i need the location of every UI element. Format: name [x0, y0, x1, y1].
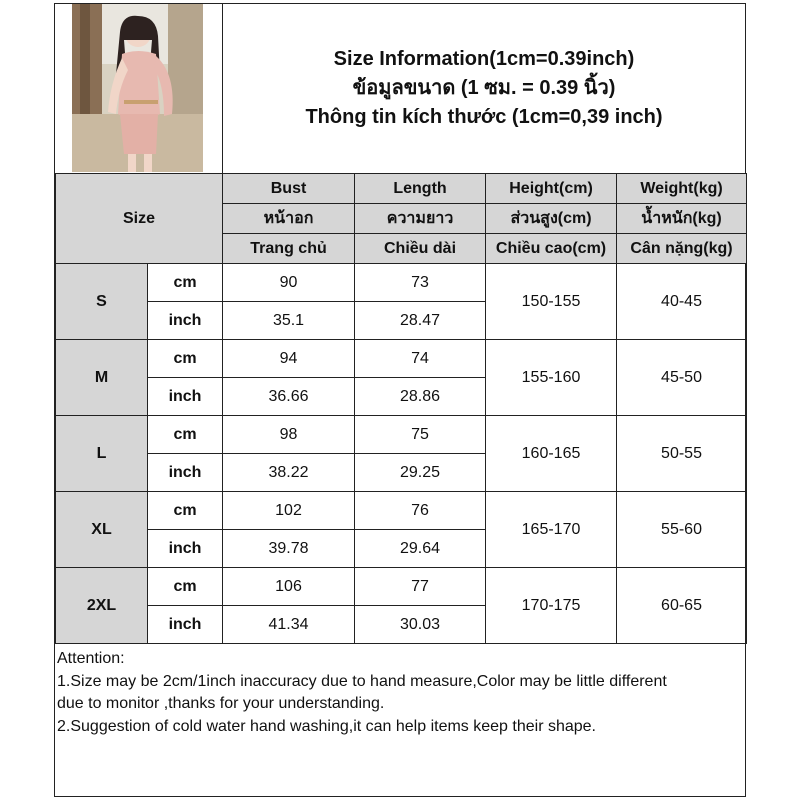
height-range: 155-160 — [486, 340, 617, 416]
height-header-th: ส่วนสูง(cm) — [486, 204, 617, 234]
attention-heading: Attention: — [57, 650, 125, 667]
size-chart-sheet — [54, 3, 746, 797]
length-header-th: ความยาว — [355, 204, 486, 234]
unit-inch: inch — [148, 454, 223, 492]
height-range: 170-175 — [486, 568, 617, 644]
unit-cm: cm — [148, 416, 223, 454]
weight-range: 50-55 — [617, 416, 747, 492]
attention-notes — [55, 648, 745, 738]
bust-cm-value: 98 — [223, 416, 355, 454]
length-header-vi: Chiều dài — [355, 234, 486, 264]
attention-note-1: 1.Size may be 2cm/1inch inaccuracy due to hand measure,Color may be little different — [57, 672, 667, 690]
bust-cm-value: 90 — [223, 264, 355, 302]
size-label: XL — [56, 492, 148, 568]
unit-inch: inch — [148, 606, 223, 644]
height-header-en: Height(cm) — [486, 174, 617, 204]
unit-inch: inch — [148, 302, 223, 340]
weight-header-th: น้ำหนัก(kg) — [617, 204, 747, 234]
weight-range: 40-45 — [617, 264, 747, 340]
table-row-l-cm — [56, 416, 747, 454]
bust-header-vi: Trang chủ — [223, 234, 355, 264]
size-label: S — [56, 264, 148, 340]
size-header: Size — [56, 174, 223, 264]
length-cm-value: 75 — [355, 416, 486, 454]
title-english: Size Information(1cm=0.39inch) — [333, 48, 635, 70]
unit-cm: cm — [148, 568, 223, 606]
bust-header-th: หน้าอก — [223, 204, 355, 234]
table-row-s-cm — [56, 264, 747, 302]
unit-inch: inch — [148, 378, 223, 416]
length-cm-value: 74 — [355, 340, 486, 378]
bust-cm-value: 94 — [223, 340, 355, 378]
length-inch-value: 29.64 — [355, 530, 486, 568]
title-vietnamese: Thông tin kích thước (1cm=0,39 inch) — [305, 106, 663, 128]
attention-note-2: 2.Suggestion of cold water hand washing,it can help items keep their shape. — [57, 717, 596, 735]
height-range: 150-155 — [486, 264, 617, 340]
length-cm-value: 77 — [355, 568, 486, 606]
height-header-vi: Chiều cao(cm) — [486, 234, 617, 264]
weight-header-vi: Cân nặng(kg) — [617, 234, 747, 264]
table-row-xl-cm — [56, 492, 747, 530]
weight-range: 55-60 — [617, 492, 747, 568]
header-area — [55, 4, 745, 174]
size-information-title — [223, 4, 745, 173]
size-table — [55, 173, 747, 644]
bust-inch-value: 41.34 — [223, 606, 355, 644]
weight-range: 60-65 — [617, 568, 747, 644]
weight-range: 45-50 — [617, 340, 747, 416]
bust-cm-value: 106 — [223, 568, 355, 606]
bust-inch-value: 39.78 — [223, 530, 355, 568]
unit-cm: cm — [148, 492, 223, 530]
attention-note-1-continued: due to monitor ,thanks for your understanding. — [57, 695, 385, 712]
length-header-en: Length — [355, 174, 486, 204]
length-cm-value: 73 — [355, 264, 486, 302]
height-range: 160-165 — [486, 416, 617, 492]
bust-cm-value: 102 — [223, 492, 355, 530]
title-thai: ข้อมูลขนาด (1 ซม. = 0.39 นิ้ว) — [352, 77, 616, 99]
table-row-m-cm — [56, 340, 747, 378]
size-label: M — [56, 340, 148, 416]
bust-inch-value: 38.22 — [223, 454, 355, 492]
length-inch-value: 30.03 — [355, 606, 486, 644]
length-inch-value: 28.86 — [355, 378, 486, 416]
bust-inch-value: 35.1 — [223, 302, 355, 340]
size-label: L — [56, 416, 148, 492]
length-inch-value: 29.25 — [355, 454, 486, 492]
table-row-2xl-cm — [56, 568, 747, 606]
unit-cm: cm — [148, 264, 223, 302]
size-label: 2XL — [56, 568, 148, 644]
product-photo — [72, 4, 203, 172]
bust-header-en: Bust — [223, 174, 355, 204]
length-cm-value: 76 — [355, 492, 486, 530]
unit-cm: cm — [148, 340, 223, 378]
bust-inch-value: 36.66 — [223, 378, 355, 416]
length-inch-value: 28.47 — [355, 302, 486, 340]
unit-inch: inch — [148, 530, 223, 568]
height-range: 165-170 — [486, 492, 617, 568]
weight-header-en: Weight(kg) — [617, 174, 747, 204]
model-photo-illustration — [72, 4, 203, 172]
